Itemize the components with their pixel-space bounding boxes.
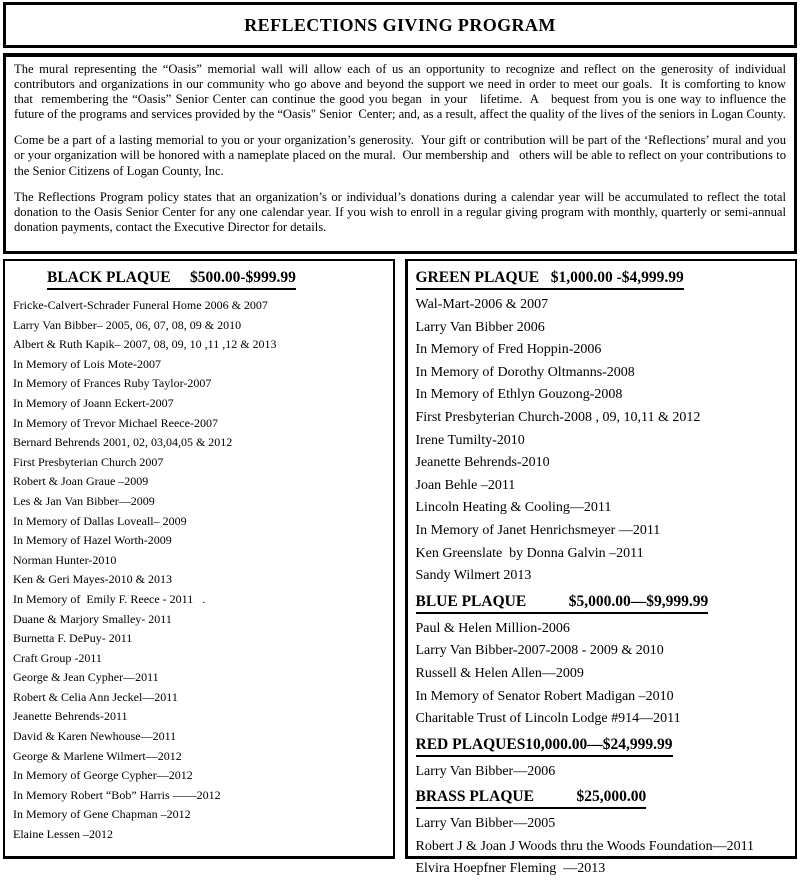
donor-list-item: In Memory of George Cypher—2012 bbox=[13, 768, 193, 783]
donor-list-item: Lincoln Heating & Cooling—2011 bbox=[415, 500, 612, 516]
donor-list-item: Larry Van Bibber-2007-2008 - 2009 & 2010 bbox=[415, 643, 664, 659]
left-column-black-plaque bbox=[3, 259, 395, 859]
section-heading-text: BRASS PLAQUE $25,000.00 bbox=[416, 786, 647, 809]
title-box bbox=[3, 2, 797, 48]
intro-text-box bbox=[3, 53, 797, 254]
section-heading bbox=[416, 786, 788, 809]
donor-list-item: Ken Greenslate by Donna Galvin –2011 bbox=[415, 545, 644, 561]
donor-list-item: Burnetta F. DePuy- 2011 bbox=[13, 631, 133, 646]
donor-list-item: Jeanette Behrends-2010 bbox=[415, 455, 550, 471]
donor-list-item: Robert & Joan Graue –2009 bbox=[13, 474, 149, 489]
donor-list-item: Paul & Helen Million-2006 bbox=[415, 620, 570, 636]
page-title: REFLECTIONS GIVING PROGRAM bbox=[244, 14, 556, 35]
donor-list-item: Larry Van Bibber—2006 bbox=[415, 763, 556, 779]
donor-list-item: In Memory of Ethlyn Gouzong-2008 bbox=[415, 387, 623, 403]
donor-list-item: Robert & Celia Ann Jeckel—2011 bbox=[13, 689, 178, 704]
donor-list-item: In Memory of Trevor Michael Reece-2007 bbox=[13, 415, 218, 430]
donor-list-item: Charitable Trust of Lincoln Lodge #914—2011 bbox=[415, 711, 681, 727]
donor-list-item: Duane & Marjory Smalley- 2011 bbox=[13, 611, 172, 626]
intro-paragraph-2: Come be a part of a lasting memorial to you or your organization’s generosity. Your gift or contribution will be part of the ‘Reflections’ mural and you or your organization will be honored with a nameplate placed on the mural. Our membership and others will be able to reflect on your contributions to the Senior Citizens of Logan County, Inc. bbox=[14, 133, 790, 178]
donor-list-item: First Presbyterian Church 2007 bbox=[13, 454, 164, 469]
donor-list-item: Wal-Mart-2006 & 2007 bbox=[415, 297, 549, 312]
donor-list-item: Ken & Geri Mayes-2010 & 2013 bbox=[13, 572, 172, 587]
section-heading-text: GREEN PLAQUE $1,000.00 -$4,999.99 bbox=[416, 267, 684, 290]
donor-list-item: Sandy Wilmert 2013 bbox=[415, 568, 532, 584]
donor-list-item: In Memory of Gene Chapman –2012 bbox=[13, 807, 191, 822]
section-heading-text: RED PLAQUES10,000.00—$24,999.99 bbox=[416, 734, 673, 757]
intro-paragraph-1: The mural representing the “Oasis” memorial wall will allow each of us an opportunity to recognize and reflect on the generosity of individual contributors and organizations in our community who go above and beyond the support we need in order to meet our goals. It is comforting to know that remembering the “Oasis” Senior Center can continue the good you began in your lifetime. A bequest from you is one way to influence the future of the programs and services provided by the “Oasis" Senior Center; and, as a result, affect the quality of the lives of the seniors in Logan County. bbox=[14, 62, 790, 122]
donor-list-item: Albert & Ruth Kapik– 2007, 08, 09, 10 ,11 ,12 & 2013 bbox=[13, 337, 277, 352]
donor-list-item: In Memory of Janet Henrichsmeyer —2011 bbox=[415, 522, 661, 538]
donor-list-item: Robert J & Joan J Woods thru the Woods Foundation—2011 bbox=[415, 838, 755, 854]
donor-list-item: Larry Van Bibber—2005 bbox=[415, 816, 556, 832]
donor-list-item: Jeanette Behrends-2011 bbox=[13, 709, 128, 724]
donor-list-item: David & Karen Newhouse—2011 bbox=[13, 729, 177, 744]
section-heading bbox=[416, 591, 788, 614]
donor-list-item: Irene Tumilty-2010 bbox=[415, 432, 525, 448]
donor-list-item: Joan Behle –2011 bbox=[415, 477, 516, 493]
donor-list-item: In Memory Robert “Bob” Harris ——2012 bbox=[13, 787, 221, 802]
plaque-columns bbox=[3, 259, 797, 877]
donor-list-item: In Memory of Dorothy Oltmanns-2008 bbox=[415, 364, 635, 380]
right-column-green-blue-red-brass-plaques bbox=[405, 259, 798, 877]
donor-list-item: Les & Jan Van Bibber—2009 bbox=[13, 493, 155, 508]
donor-list-item: First Presbyterian Church-2008 , 09, 10,11 & 2012 bbox=[415, 409, 701, 425]
plaque-section bbox=[13, 267, 385, 845]
donor-list-item: Elvira Hoepfner Fleming —2013 bbox=[415, 861, 606, 877]
donor-list-item: In Memory of Senator Robert Madigan –2010 bbox=[415, 688, 674, 704]
donor-list-item: Craft Group -2011 bbox=[13, 650, 102, 665]
donor-list-item: Norman Hunter-2010 bbox=[13, 552, 117, 567]
donor-list-item: Russell & Helen Allen—2009 bbox=[415, 665, 584, 681]
intro-paragraph-3: The Reflections Program policy states that an organization’s or individual’s donations during a calendar year will be accumulated to reflect the total donation to the Oasis Senior Center for any one calendar year. If you wish to enroll in a regular giving program with monthly, quarterly or semi-annual donation payments, contact the Executive Director for details. bbox=[14, 189, 790, 234]
donor-list-item: Larry Van Bibber 2006 bbox=[415, 319, 545, 335]
plaque-section bbox=[416, 786, 788, 881]
donor-list-item: Elaine Lessen –2012 bbox=[13, 827, 113, 842]
plaque-section bbox=[416, 267, 788, 588]
section-heading bbox=[416, 267, 788, 290]
donor-list-item: George & Jean Cypher—2011 bbox=[13, 670, 159, 685]
donor-list-item: Fricke-Calvert-Schrader Funeral Home 2006 & 2007 bbox=[13, 298, 268, 312]
plaque-section bbox=[416, 591, 788, 731]
section-heading-text: BLACK PLAQUE $500.00-$999.99 bbox=[47, 267, 296, 290]
section-heading-text: BLUE PLAQUE $5,000.00—$9,999.99 bbox=[416, 591, 709, 614]
section-heading bbox=[47, 267, 385, 290]
donor-list-item: In Memory of Frances Ruby Taylor-2007 bbox=[13, 376, 212, 391]
donor-list-item: In Memory of Hazel Worth-2009 bbox=[13, 533, 172, 548]
donor-list-item: In Memory of Joann Eckert-2007 bbox=[13, 395, 174, 410]
donor-list-item: George & Marlene Wilmert—2012 bbox=[13, 748, 182, 763]
donor-list-item: In Memory of Fred Hoppin-2006 bbox=[415, 342, 602, 358]
donor-list-item: Larry Van Bibber– 2005, 06, 07, 08, 09 & 2010 bbox=[13, 317, 242, 332]
donor-list-item: In Memory of Dallas Loveall– 2009 bbox=[13, 513, 187, 528]
donor-list-item: Bernard Behrends 2001, 02, 03,04,05 & 2012 bbox=[13, 435, 233, 450]
donor-list-item: In Memory of Emily F. Reece - 2011 . bbox=[13, 591, 206, 606]
donor-list-item: In Memory of Lois Mote-2007 bbox=[13, 356, 161, 371]
plaque-section bbox=[416, 734, 788, 784]
section-heading bbox=[416, 734, 788, 757]
